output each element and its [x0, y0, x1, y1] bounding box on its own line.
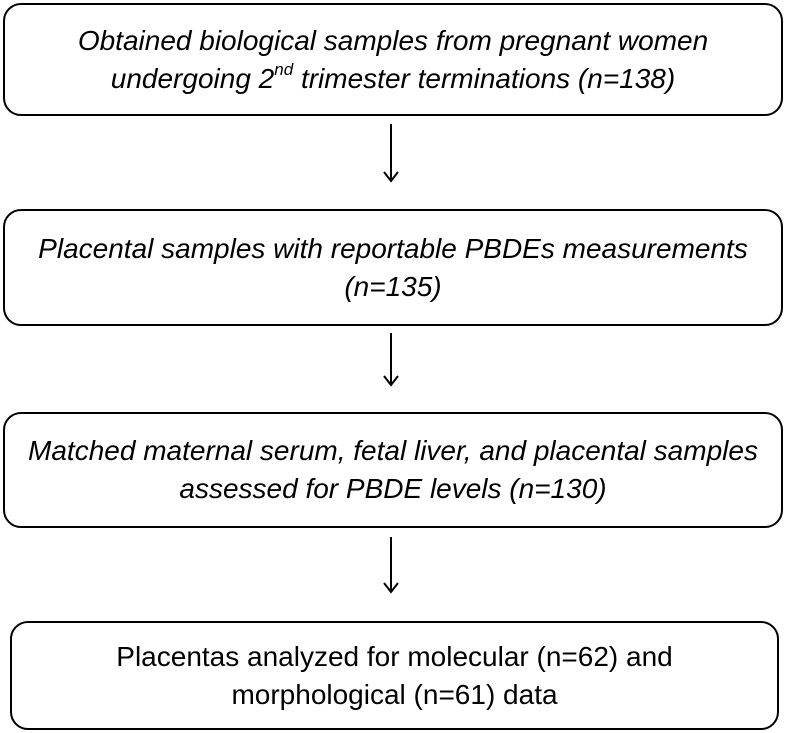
flow-step-obtained-samples-text: Obtained biological samples from pregnant women undergoing 2: [77, 24, 709, 94]
flow-step-placentas-analyzed-label: Placentas analyzed for molecular (n=62) and morphological (n=61) data: [116, 640, 673, 710]
down-arrow-icon: [380, 124, 402, 184]
flow-step-matched-samples-label: Matched maternal serum, fetal liver, and placental samples assessed for PBDE levels (n=130): [28, 435, 758, 504]
flow-step-matched-samples: [3, 412, 783, 528]
flow-step-placentas-analyzed: [10, 621, 779, 730]
ordinal-suffix: nd: [274, 59, 294, 79]
flow-step-obtained-samples-text-end: trimester terminations (n=138): [293, 62, 676, 94]
flow-step-obtained-samples: [3, 3, 783, 116]
down-arrow-icon: [380, 333, 402, 388]
down-arrow-icon: [380, 537, 402, 595]
flow-step-obtained-samples-label: [19, 22, 767, 98]
flow-step-placental-samples-label: Placental samples with reportable PBDEs measurements (n=135): [38, 232, 748, 302]
flow-step-placental-samples: [3, 209, 783, 326]
